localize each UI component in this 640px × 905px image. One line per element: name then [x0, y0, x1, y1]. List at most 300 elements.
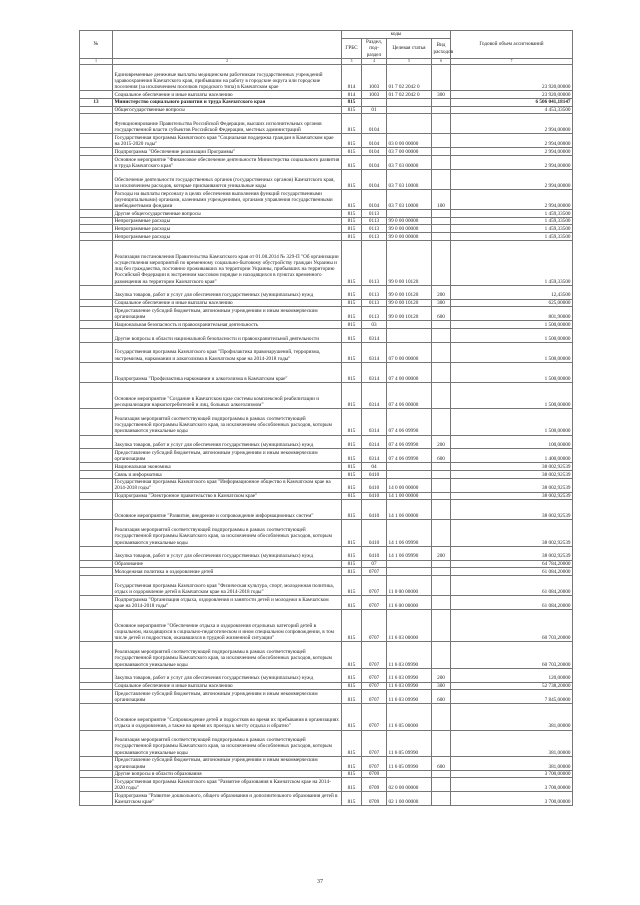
razdel-cell: 0314: [362, 362, 387, 382]
row-name-cell: Реализация постановления Правительства Камчатского края от 01.08.2014 № 329-П "Об организации осуществления мероприятий по временному социально-бытовому обустройству граждан Украины и лиц без гражданства, постоянно проживавших на территории Украины, прибывших на территорию Российской Федерации в экстренном массовом порядке и находящихся в пунктах временного размещения на территории Камчатского края": [113, 240, 342, 285]
row-name-cell: Основное мероприятие "Финансовое обеспечение деятельности Министерства социального развития и труда Камчатского края": [113, 156, 342, 170]
row-name-cell: Закупка товаров, работ и услуг для обеспечения государственных (муниципальных) нужд: [113, 285, 342, 299]
grbs-cell: 815: [342, 668, 362, 682]
expense-type-cell: [432, 478, 451, 492]
grbs-cell: 815: [342, 596, 362, 610]
grbs-cell: 815: [342, 217, 362, 225]
target-article-cell: 99 0 00 10120: [387, 240, 432, 285]
codes-header: коды: [342, 31, 451, 39]
grbs-cell: 815: [342, 546, 362, 560]
row-name-cell: Государственная программа Камчатского края "Развитие образования в Камчатском крае на 2014-2020 годы": [113, 778, 342, 792]
amount-cell: 625,00000: [451, 299, 573, 307]
row-number-cell: [80, 568, 113, 576]
expense-type-cell: 300: [432, 682, 451, 690]
expense-type-cell: [432, 500, 451, 520]
col-index: 1: [80, 59, 113, 65]
col-num-header: №: [80, 31, 113, 59]
grbs-cell: 815: [342, 770, 362, 778]
razdel-cell: 0104: [362, 156, 387, 170]
row-number-cell: [80, 342, 113, 362]
amount-cell: 12,43500: [451, 285, 573, 299]
row-number-cell: [80, 668, 113, 682]
razdel-cell: 0707: [362, 609, 387, 642]
row-name-cell: Министерство социального развития и труда Камчатского края: [113, 98, 342, 106]
expense-type-cell: [432, 240, 451, 285]
col-csr-header: Целевая статья: [387, 39, 432, 59]
amount-cell: 2 994,00000: [451, 134, 573, 148]
amount-cell: 61 084,20000: [451, 568, 573, 576]
expense-type-cell: [432, 704, 451, 730]
target-article-cell: 03 7 03 00000: [387, 156, 432, 170]
grbs-cell: 815: [342, 704, 362, 730]
target-article-cell: [387, 560, 432, 568]
amount-cell: 23 920,00000: [451, 65, 573, 91]
row-name-cell: Государственная программа Камчатского края "Социальная поддержка граждан в Камчатском крае на 2015-2020 годы": [113, 134, 342, 148]
table-row: [80, 342, 573, 362]
razdel-cell: 03: [362, 321, 387, 329]
amount-cell: 61 084,20000: [451, 575, 573, 595]
target-article-cell: 07 4 06 00000: [387, 382, 432, 408]
target-article-cell: 99 0 00 10120: [387, 299, 432, 307]
row-number-cell: [80, 225, 113, 233]
target-article-cell: 03 7 03 10000: [387, 169, 432, 189]
table-row: [80, 285, 573, 299]
amount-cell: 801,90000: [451, 307, 573, 321]
razdel-cell: 0113: [362, 307, 387, 321]
table-row: [80, 568, 573, 576]
target-article-cell: 11 0 00 00000: [387, 575, 432, 595]
row-number-cell: [80, 409, 113, 435]
target-article-cell: 99 0 00 00000: [387, 233, 432, 241]
razdel-cell: 07: [362, 560, 387, 568]
expense-type-cell: [432, 134, 451, 148]
row-name-cell: Предоставление субсидий бюджетным, автономным учреждениям и иным некоммерческим организациям: [113, 449, 342, 463]
table-row: [80, 492, 573, 500]
grbs-cell: 815: [342, 471, 362, 479]
grbs-cell: 815: [342, 134, 362, 148]
table-row: [80, 471, 573, 479]
amount-cell: 2 994,00000: [451, 190, 573, 210]
target-article-cell: 07 4 06 09990: [387, 409, 432, 435]
grbs-cell: 815: [342, 478, 362, 492]
razdel-cell: 0707: [362, 756, 387, 770]
row-number-cell: [80, 471, 113, 479]
grbs-cell: 815: [342, 435, 362, 449]
row-name-cell: Общегосударственные вопросы: [113, 106, 342, 114]
col-vr-header: Вид расходов: [432, 39, 451, 59]
grbs-cell: 815: [342, 321, 362, 329]
razdel-cell: 0314: [362, 328, 387, 342]
amount-cell: 1 500,00000: [451, 362, 573, 382]
row-name-cell: Предоставление субсидий бюджетным, автономным учреждениям и иным некоммерческим организациям: [113, 690, 342, 704]
razdel-cell: 0707: [362, 642, 387, 668]
expense-type-cell: [432, 792, 451, 806]
table-row: [80, 778, 573, 792]
expense-type-cell: [432, 642, 451, 668]
razdel-cell: 0104: [362, 114, 387, 134]
razdel-cell: 0113: [362, 285, 387, 299]
grbs-cell: 815: [342, 156, 362, 170]
row-name-cell: Связь и информатика: [113, 471, 342, 479]
table-header: [80, 31, 573, 65]
grbs-cell: 814: [342, 65, 362, 91]
amount-cell: 2 994,00000: [451, 169, 573, 189]
expense-type-cell: [432, 65, 451, 91]
row-name-cell: Подпрограмма "Развитие дошкольного, общего образования и дополнительного образования детей в Камчатском крае": [113, 792, 342, 806]
grbs-cell: 815: [342, 114, 362, 134]
grbs-cell: 815: [342, 690, 362, 704]
amount-cell: 3 700,00000: [451, 778, 573, 792]
razdel-cell: 0707: [362, 575, 387, 595]
document-page: [79, 30, 572, 806]
expense-type-cell: [432, 492, 451, 500]
target-article-cell: 11 6 05 09990: [387, 756, 432, 770]
col-index: 3: [342, 59, 362, 65]
row-number-cell: [80, 690, 113, 704]
row-number-cell: [80, 500, 113, 520]
row-number-cell: [80, 169, 113, 189]
razdel-cell: 0314: [362, 449, 387, 463]
razdel-cell: 0707: [362, 704, 387, 730]
table-row: [80, 321, 573, 329]
col-grbs-header: ГРБС: [342, 39, 362, 59]
table-row: [80, 210, 573, 218]
amount-cell: 1 459,33500: [451, 233, 573, 241]
target-article-cell: 14 0 00 00000: [387, 478, 432, 492]
row-number-cell: [80, 546, 113, 560]
razdel-cell: 0709: [362, 792, 387, 806]
row-number-cell: [80, 190, 113, 210]
grbs-cell: 815: [342, 307, 362, 321]
expense-type-cell: 200: [432, 435, 451, 449]
target-article-cell: [387, 568, 432, 576]
target-article-cell: [387, 471, 432, 479]
row-name-cell: Предоставление субсидий бюджетным, автономным учреждениям и иным некоммерческим организациям: [113, 756, 342, 770]
col-sum-header: Годовой объем ассигнований: [451, 31, 573, 59]
expense-type-cell: [432, 463, 451, 471]
table-row: [80, 668, 573, 682]
row-number-cell: [80, 382, 113, 408]
row-name-cell: Другие вопросы в области образования: [113, 770, 342, 778]
razdel-cell: [362, 98, 387, 106]
razdel-cell: 0314: [362, 382, 387, 408]
row-name-cell: Функционирование Правительства Российской Федерации, высших исполнительных органов государственной власти субъектов Российской Федерации, местных администраций: [113, 114, 342, 134]
target-article-cell: 99 0 00 00000: [387, 217, 432, 225]
amount-cell: 120,00000: [451, 668, 573, 682]
row-name-cell: Расходы на выплаты персоналу в целях обеспечения выполнения функций государственными (муниципальными) органами, казенными учреждениями, органами управления государственными внебюджетными фондами: [113, 190, 342, 210]
target-article-cell: 07 0 00 00000: [387, 342, 432, 362]
row-number-cell: [80, 492, 113, 500]
expense-type-cell: [432, 520, 451, 546]
row-name-cell: Государственная программа Камчатского края "Профилактика правонарушений, терроризма, экстремизма, наркомании и алкоголизма в Камчатском крае на 2014-2018 годы": [113, 342, 342, 362]
row-name-cell: Реализация мероприятий соответствующей подпрограммы в рамках соответствующей государственной программы Камчатского края, за исключением обособленных расходов, которым присваиваются уникальные коды: [113, 520, 342, 546]
grbs-cell: 815: [342, 148, 362, 156]
razdel-cell: 1003: [362, 65, 387, 91]
razdel-cell: 1003: [362, 91, 387, 99]
target-article-cell: 14 1 06 09990: [387, 546, 432, 560]
amount-cell: 1 500,00000: [451, 342, 573, 362]
grbs-cell: 815: [342, 299, 362, 307]
target-article-cell: [387, 770, 432, 778]
row-name-cell: Подпрограмма "Профилактика наркомании и алкоголизма в Камчатском крае": [113, 362, 342, 382]
grbs-cell: 815: [342, 520, 362, 546]
amount-cell: 60 703,20000: [451, 642, 573, 668]
page-number: 37: [317, 879, 323, 885]
grbs-cell: 815: [342, 190, 362, 210]
target-article-cell: 07 4 06 09990: [387, 435, 432, 449]
expense-type-cell: [432, 98, 451, 106]
grbs-cell: 815: [342, 730, 362, 756]
table-row: [80, 382, 573, 408]
expense-type-cell: [432, 362, 451, 382]
expense-type-cell: 600: [432, 449, 451, 463]
target-article-cell: 14 1 06 00000: [387, 500, 432, 520]
expense-type-cell: [432, 471, 451, 479]
grbs-cell: 815: [342, 169, 362, 189]
target-article-cell: 11 6 03 09990: [387, 642, 432, 668]
target-article-cell: 11 6 05 00000: [387, 704, 432, 730]
col-index: 6: [432, 59, 451, 65]
amount-cell: 381,00000: [451, 730, 573, 756]
row-number-cell: [80, 91, 113, 99]
razdel-cell: 0410: [362, 500, 387, 520]
razdel-cell: 0410: [362, 546, 387, 560]
razdel-cell: 0707: [362, 730, 387, 756]
table-row: [80, 169, 573, 189]
row-name-cell: Непрограммные расходы: [113, 233, 342, 241]
amount-cell: 38 002,92539: [451, 546, 573, 560]
razdel-cell: 01: [362, 106, 387, 114]
expense-type-cell: [432, 169, 451, 189]
expense-type-cell: [432, 575, 451, 595]
row-number-cell: [80, 756, 113, 770]
table-row: [80, 770, 573, 778]
target-article-cell: 03 0 00 00000: [387, 134, 432, 148]
table-row: [80, 362, 573, 382]
target-article-cell: 03 7 00 00000: [387, 148, 432, 156]
row-name-cell: Социальное обеспечение и иные выплаты населению: [113, 91, 342, 99]
row-name-cell: Закупка товаров, работ и услуг для обеспечения государственных (муниципальных) нужд: [113, 435, 342, 449]
row-number-cell: [80, 560, 113, 568]
razdel-cell: 0104: [362, 169, 387, 189]
razdel-cell: 0707: [362, 568, 387, 576]
grbs-cell: 815: [342, 342, 362, 362]
expense-type-cell: [432, 560, 451, 568]
row-number-cell: [80, 106, 113, 114]
amount-cell: 1 400,00000: [451, 449, 573, 463]
target-article-cell: 11 6 03 09990: [387, 668, 432, 682]
row-number-cell: [80, 792, 113, 806]
row-name-cell: Закупка товаров, работ и услуг для обеспечения государственных (муниципальных) нужд: [113, 546, 342, 560]
row-number-cell: [80, 520, 113, 546]
row-number-cell: [80, 65, 113, 91]
razdel-cell: 0709: [362, 770, 387, 778]
row-number-cell: [80, 134, 113, 148]
row-number-cell: [80, 148, 113, 156]
row-name-cell: Национальная экономика: [113, 463, 342, 471]
target-article-cell: 11 6 03 09990: [387, 690, 432, 704]
table-row: [80, 500, 573, 520]
expense-type-cell: [432, 778, 451, 792]
row-number-cell: [80, 770, 113, 778]
expense-type-cell: [432, 568, 451, 576]
row-name-cell: Непрограммные расходы: [113, 217, 342, 225]
target-article-cell: 02 1 00 00000: [387, 792, 432, 806]
razdel-cell: 0113: [362, 217, 387, 225]
grbs-cell: 814: [342, 91, 362, 99]
table-row: [80, 642, 573, 668]
table-body: [80, 65, 573, 806]
table-row: [80, 91, 573, 99]
razdel-cell: 0104: [362, 134, 387, 148]
grbs-cell: 815: [342, 233, 362, 241]
expense-type-cell: [432, 321, 451, 329]
table-row: [80, 156, 573, 170]
table-row: [80, 240, 573, 285]
table-row: [80, 682, 573, 690]
target-article-cell: 99 0 00 10120: [387, 307, 432, 321]
grbs-cell: 815: [342, 449, 362, 463]
row-number-cell: [80, 575, 113, 595]
expense-type-cell: [432, 342, 451, 362]
grbs-cell: 815: [342, 778, 362, 792]
row-number-cell: [80, 217, 113, 225]
razdel-cell: 0410: [362, 471, 387, 479]
amount-cell: 1 459,33500: [451, 217, 573, 225]
table-row: [80, 478, 573, 492]
table-row: [80, 463, 573, 471]
row-name-cell: Реализация мероприятий соответствующей подпрограммы в рамках соответствующей государственной программы Камчатского края, за исключением обособленных расходов, которым присваиваются уникальные коды: [113, 409, 342, 435]
row-number-cell: [80, 609, 113, 642]
amount-cell: 61 084,20000: [451, 596, 573, 610]
grbs-cell: 815: [342, 328, 362, 342]
expense-type-cell: [432, 328, 451, 342]
amount-cell: 3 700,00000: [451, 792, 573, 806]
expense-type-cell: 600: [432, 307, 451, 321]
table-row: [80, 217, 573, 225]
table-row: [80, 520, 573, 546]
grbs-cell: 815: [342, 575, 362, 595]
target-article-cell: 01 7 02 2042 0: [387, 65, 432, 91]
table-row: [80, 148, 573, 156]
razdel-cell: 0104: [362, 148, 387, 156]
amount-cell: 1 459,33500: [451, 225, 573, 233]
razdel-cell: 0707: [362, 596, 387, 610]
razdel-cell: 04: [362, 463, 387, 471]
target-article-cell: 14 1 06 09990: [387, 520, 432, 546]
razdel-cell: 0410: [362, 492, 387, 500]
amount-cell: 1 500,00000: [451, 382, 573, 408]
col-index: 7: [451, 59, 573, 65]
target-article-cell: [387, 463, 432, 471]
razdel-cell: 0113: [362, 210, 387, 218]
table-row: [80, 65, 573, 91]
target-article-cell: 03 7 03 10000: [387, 190, 432, 210]
col-index: 2: [113, 59, 342, 65]
amount-cell: 38 002,92539: [451, 471, 573, 479]
grbs-cell: 815: [342, 240, 362, 285]
grbs-cell: 815: [342, 409, 362, 435]
amount-cell: 2 994,00000: [451, 148, 573, 156]
expense-type-cell: [432, 217, 451, 225]
row-name-cell: Государственная программа Камчатского края "Информационное общество в Камчатском крае на 2014-2018 годы": [113, 478, 342, 492]
expense-type-cell: 200: [432, 546, 451, 560]
row-number-cell: [80, 596, 113, 610]
table-row: [80, 560, 573, 568]
grbs-cell: 815: [342, 106, 362, 114]
razdel-cell: 0410: [362, 478, 387, 492]
row-name-cell: Основное мероприятие "Сопровождение детей и подростков во время их пребывания в организациях отдыха и оздоровления, а также во время их проезда к месту отдыха и обратно": [113, 704, 342, 730]
expense-type-cell: [432, 106, 451, 114]
target-article-cell: [387, 114, 432, 134]
amount-cell: 3 700,00000: [451, 770, 573, 778]
razdel-cell: 0104: [362, 190, 387, 210]
grbs-cell: 815: [342, 568, 362, 576]
expense-type-cell: 200: [432, 668, 451, 682]
row-number-cell: [80, 233, 113, 241]
razdel-cell: 0314: [362, 342, 387, 362]
table-row: [80, 299, 573, 307]
expense-type-cell: 600: [432, 690, 451, 704]
amount-cell: 38 002,92539: [451, 478, 573, 492]
razdel-cell: 0707: [362, 682, 387, 690]
table-row: [80, 134, 573, 148]
row-number-cell: [80, 285, 113, 299]
target-article-cell: [387, 321, 432, 329]
grbs-cell: 815: [342, 682, 362, 690]
amount-cell: 2 994,00000: [451, 156, 573, 170]
amount-cell: 2 994,00000: [451, 114, 573, 134]
target-article-cell: 99 0 00 10120: [387, 285, 432, 299]
amount-cell: 4 453,33500: [451, 106, 573, 114]
razdel-cell: 0707: [362, 668, 387, 682]
grbs-cell: 815: [342, 463, 362, 471]
grbs-cell: 815: [342, 210, 362, 218]
row-number-cell: [80, 362, 113, 382]
table-row: [80, 792, 573, 806]
grbs-cell: 815: [342, 560, 362, 568]
expense-type-cell: [432, 596, 451, 610]
target-article-cell: 14 1 00 00000: [387, 492, 432, 500]
target-article-cell: [387, 106, 432, 114]
target-article-cell: 07 4 06 09990: [387, 449, 432, 463]
expense-type-cell: [432, 609, 451, 642]
row-name-cell: Подпрограмма "Организация отдыха, оздоровления и занятости детей и молодежи в Камчатском крае на 2014-2018 годы": [113, 596, 342, 610]
row-number-cell: [80, 463, 113, 471]
expense-type-cell: [432, 382, 451, 408]
row-name-cell: Подпрограмма "Обеспечение реализации Программы": [113, 148, 342, 156]
expense-type-cell: 300: [432, 91, 451, 99]
row-number-cell: [80, 321, 113, 329]
table-row: [80, 449, 573, 463]
table-row: [80, 114, 573, 134]
expense-type-cell: 300: [432, 299, 451, 307]
row-name-cell: Предоставление субсидий бюджетным, автономным учреждениям и иным некоммерческим организациям: [113, 307, 342, 321]
row-number-cell: [80, 642, 113, 668]
amount-cell: 100,00000: [451, 435, 573, 449]
row-number-cell: [80, 435, 113, 449]
grbs-cell: 815: [342, 756, 362, 770]
razdel-cell: 0314: [362, 435, 387, 449]
target-article-cell: 11 6 00 00000: [387, 596, 432, 610]
table-row: [80, 409, 573, 435]
row-name-cell: Социальное обеспечение и иные выплаты населению: [113, 682, 342, 690]
amount-cell: 1 500,00000: [451, 409, 573, 435]
row-name-cell: Молодежная политика и оздоровление детей: [113, 568, 342, 576]
row-number-cell: [80, 156, 113, 170]
expense-type-cell: [432, 156, 451, 170]
amount-cell: 38 002,92539: [451, 500, 573, 520]
